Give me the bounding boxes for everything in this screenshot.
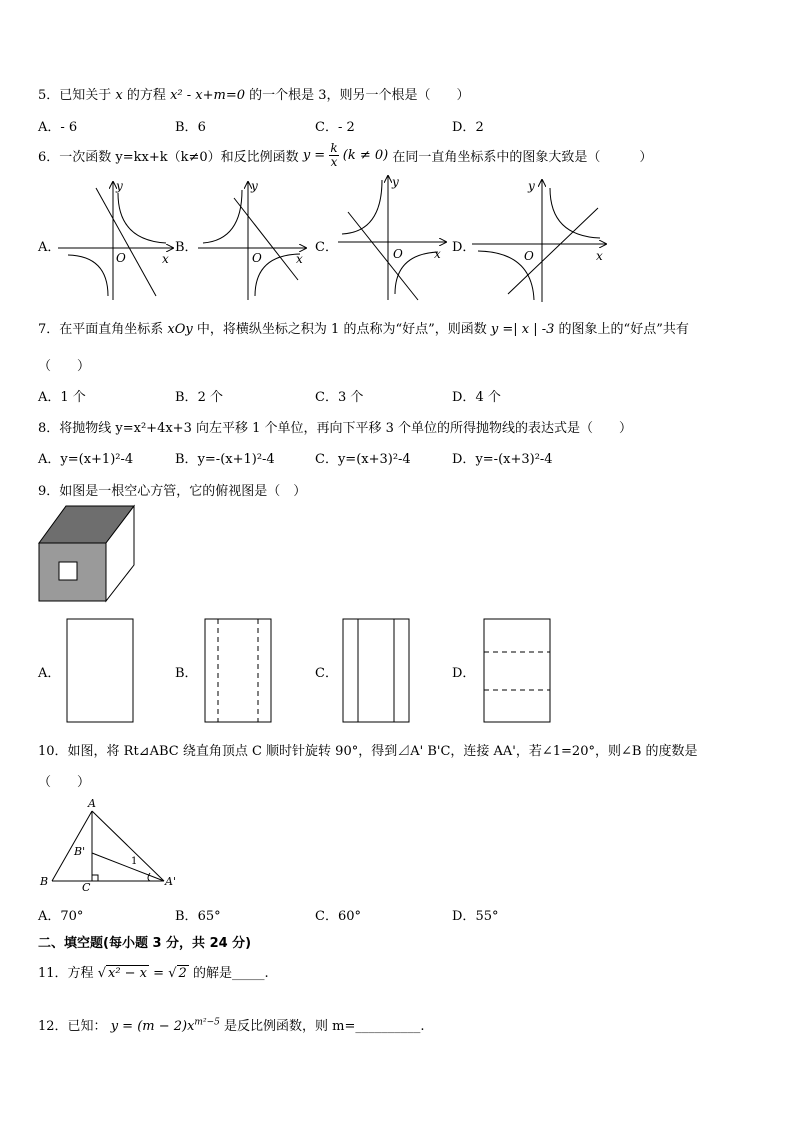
q12-suffix: 是反比例函数，则 m=__________. — [223, 1019, 425, 1034]
q6-suffix: 在同一直角坐标系中的图象大致是（ ） — [392, 150, 653, 165]
q6-graph-d[interactable] — [472, 176, 610, 304]
q6-stem — [38, 142, 652, 169]
q9-option-d-figure[interactable] — [483, 618, 553, 724]
q10-stem: 10．如图，将 Rt⊿ABC 绕直角顶点 C 顺时针旋转 90°，得到⊿A' B'C，连接 AA'，若∠1=20°，则∠B 的度数是 — [38, 744, 698, 759]
q5-stem — [38, 84, 470, 103]
q5-option-b[interactable]: B．6 — [175, 120, 206, 135]
section-2-heading: 二、填空题(每小题 3 分，共 24 分) — [38, 936, 252, 951]
q5-var: x — [115, 88, 123, 103]
q6-option-b[interactable]: B． — [175, 240, 198, 255]
q7-stem — [38, 318, 689, 337]
q11-prefix: 11．方程 — [38, 966, 94, 981]
q8-option-b[interactable]: B．y=-(x+1)²-4 — [175, 452, 275, 467]
q5-option-c[interactable]: C．- 2 — [315, 120, 355, 135]
q6-option-a[interactable]: A． — [38, 240, 61, 255]
q8-stem: 8．将抛物线 y=x²+4x+3 向左平移 1 个单位，再向下平移 3 个单位的所得抛物线的表达式是（ ） — [38, 421, 633, 436]
q6-graph-b[interactable] — [198, 178, 310, 303]
q10-option-d[interactable]: D．55° — [452, 909, 499, 924]
q11-equals: = — [153, 966, 165, 981]
q12-prefix: 12．已知： — [38, 1019, 107, 1034]
q9-option-c[interactable]: C． — [315, 666, 338, 681]
q7-option-b[interactable]: B．2 个 — [175, 390, 223, 405]
q5-mid: 的方程 — [126, 88, 166, 103]
sqrt-symbol: √ — [97, 966, 106, 981]
q9-option-b-figure[interactable] — [204, 618, 274, 724]
q10-option-a[interactable]: A．70° — [38, 909, 84, 924]
q7-option-c[interactable]: C．3 个 — [315, 390, 364, 405]
vertex-a-label: A — [88, 797, 96, 810]
q5-suffix: 的一个根是 3，则另一个根是（ ） — [249, 88, 470, 103]
axis-y-label: y — [116, 179, 123, 193]
origin-label: O — [393, 247, 403, 261]
q8-option-c[interactable]: C．y=(x+3)²-4 — [315, 452, 411, 467]
q7-func: y =| x | -3 — [490, 322, 555, 337]
q5-equation: x² - x+m=0 — [170, 88, 245, 103]
q12-exponent: m²−5 — [194, 1017, 220, 1028]
axis-y-label: y — [528, 179, 535, 193]
sqrt-symbol: √ — [168, 966, 177, 981]
q10-triangle-figure — [38, 793, 180, 893]
q12-stem — [38, 1015, 424, 1034]
q5-option-d[interactable]: D．2 — [452, 120, 484, 135]
vertex-c-label: C — [82, 881, 91, 893]
q7-option-a[interactable]: A．1 个 — [38, 390, 86, 405]
q10-option-b[interactable]: B．65° — [175, 909, 221, 924]
q9-option-a-figure[interactable] — [66, 618, 136, 724]
axis-x-label: x — [296, 252, 303, 266]
angle-1-label: 1 — [131, 856, 138, 867]
q7-system: xOy — [167, 322, 193, 337]
q7-option-d[interactable]: D．4 个 — [452, 390, 501, 405]
axis-x-label: x — [162, 252, 169, 266]
q11-radicand: x² − x — [107, 966, 148, 981]
q9-hollow-tube-figure — [36, 503, 138, 603]
q6-y-eq: y = — [302, 148, 326, 163]
vertex-bprime-label: B' — [74, 845, 86, 858]
axis-y-label: y — [392, 175, 399, 189]
q9-option-d[interactable]: D． — [452, 666, 476, 681]
vertex-b-label: B — [40, 875, 49, 888]
q11-stem — [38, 962, 269, 981]
origin-label: O — [524, 249, 534, 263]
q5-option-a[interactable]: A．- 6 — [38, 120, 78, 135]
q6-graph-a[interactable] — [58, 178, 178, 303]
q9-option-a[interactable]: A． — [38, 666, 61, 681]
q6-option-d[interactable]: D． — [452, 240, 476, 255]
q7-paren: （ ） — [38, 359, 91, 374]
q8-option-d[interactable]: D．y=-(x+3)²-4 — [452, 452, 553, 467]
q5-prefix: 5．已知关于 — [38, 88, 112, 103]
q6-option-c[interactable]: C． — [315, 240, 338, 255]
axis-x-label: x — [434, 247, 441, 261]
q9-option-b[interactable]: B． — [175, 666, 198, 681]
origin-label: O — [252, 251, 262, 265]
q7-suffix: 的图象上的“好点”共有 — [558, 322, 689, 337]
vertex-aprime-label: A' — [165, 875, 176, 888]
q7-mid: 中，将横纵坐标之积为 1 的点称为“好点”，则函数 — [196, 322, 487, 337]
q12-func: y = (m − 2)x — [110, 1019, 195, 1034]
q9-option-c-figure[interactable] — [342, 618, 412, 724]
q6-cond: (k ≠ 0) — [342, 148, 389, 163]
q10-option-c[interactable]: C．60° — [315, 909, 361, 924]
q9-stem: 9．如图是一根空心方管，它的俯视图是（ ） — [38, 484, 307, 499]
q6-graph-c[interactable] — [338, 172, 450, 304]
q11-suffix: 的解是_____. — [192, 966, 269, 981]
q6-prefix: 6．一次函数 y=kx+k（k≠0）和反比例函数 — [38, 150, 299, 165]
q11-rhs: 2 — [178, 966, 187, 981]
q7-prefix: 7．在平面直角坐标系 — [38, 322, 164, 337]
axis-x-label: x — [596, 249, 603, 263]
q10-paren: （ ） — [38, 775, 91, 790]
axis-y-label: y — [251, 179, 258, 193]
q6-fraction: $\frac{k}{x}$ — [330, 141, 338, 169]
origin-label: O — [116, 251, 126, 265]
q8-option-a[interactable]: A．y=(x+1)²-4 — [38, 452, 134, 467]
